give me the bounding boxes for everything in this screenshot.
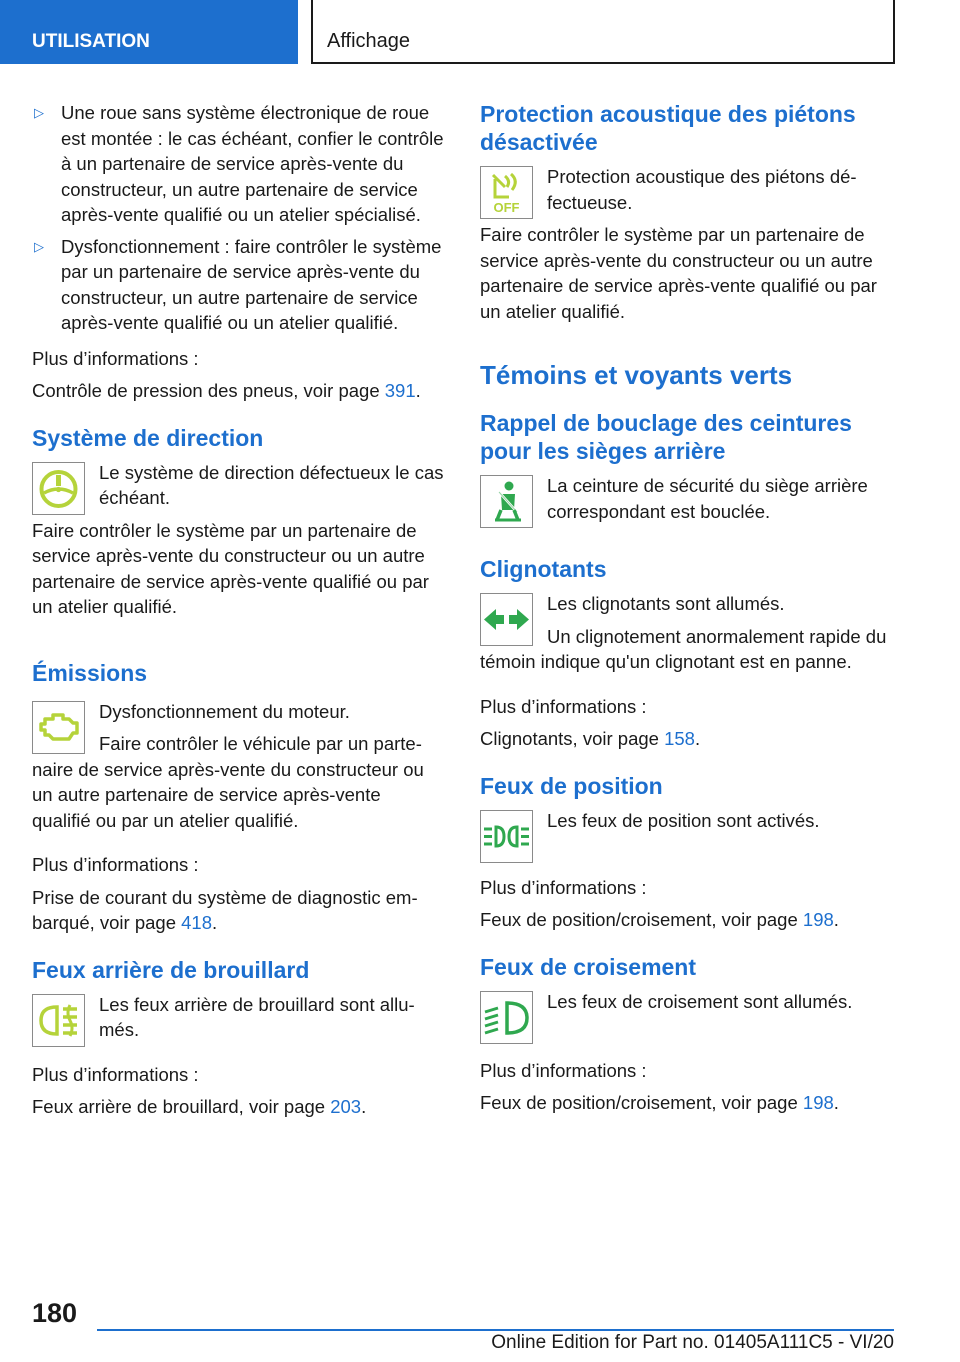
paragraph: Un clignotement anormalement rapide du témoin indique qu'un clignotant est en panne. <box>480 625 887 672</box>
cross-reference-end: . <box>212 912 218 933</box>
rear-seatbelt-icon <box>480 475 533 528</box>
paragraph: Faire contrôler le système par un partenaire de service après-vente du constructeur ou un autre partenaire de service après-vente qualifié ou par un atelier qualifié. <box>480 224 877 322</box>
cross-reference <box>480 1090 892 1116</box>
section-tab: UTILISATION <box>0 0 298 64</box>
cross-reference-end: . <box>833 1092 839 1113</box>
cross-reference <box>32 885 444 936</box>
left-column <box>32 100 444 1127</box>
more-info-label: Plus d’informations : <box>480 1059 647 1081</box>
steering-warning-icon <box>32 462 85 515</box>
paragraph: Les feux arrière de brouillard sont allumés. <box>99 993 415 1040</box>
cross-reference-end: . <box>415 380 421 401</box>
more-info-label: Plus d’informations : <box>480 876 647 898</box>
cross-reference <box>32 378 444 404</box>
turn-signal-heading: Clignotants <box>480 556 607 582</box>
emissions-heading: Émissions <box>32 659 148 686</box>
paragraph: Protection acoustique des piétons défectueuse. <box>547 166 857 213</box>
cross-reference-end: . <box>833 909 839 930</box>
page-link[interactable]: 391 <box>384 380 416 401</box>
paragraph: Les clignotants sont allumés. <box>547 593 785 614</box>
steering-heading: Système de direction <box>32 424 264 451</box>
low-beam-heading: Feux de croisement <box>480 953 697 980</box>
rear-fog-block <box>32 992 444 1050</box>
green-indicators-heading: Témoins et voyants verts <box>480 360 793 390</box>
turn-signal-icon <box>480 593 533 646</box>
right-column <box>480 100 892 1123</box>
paragraph: Faire contrôler le véhicule par un partenaire de service après-vente du constructeur ou un autre partenaire de service après-vente qualifié ou par un atelier qualifié. <box>32 733 424 831</box>
page-number: 180 <box>32 1298 78 1328</box>
cross-reference <box>480 907 892 933</box>
bullet-text: Dysfonctionnement : faire contrôler le système par un partenaire de service après-vente du constructeur, un autre partenaire de service après-vente qualifié ou un atelier qualifié. <box>61 235 442 333</box>
more-info-label: Plus d’informations : <box>32 347 199 369</box>
steering-block <box>32 460 444 627</box>
low-beam-icon <box>480 991 533 1044</box>
page-link[interactable]: 158 <box>664 728 695 749</box>
paragraph: Faire contrôler le système par un partenaire de service après-vente du constructeur ou un autre partenaire de service après-vente qualifié ou par un atelier qualifié. <box>32 519 429 617</box>
paragraph: Dysfonctionnement du moteur. <box>99 700 350 722</box>
paragraph: Les feux de position sont activés. <box>547 809 820 831</box>
rear-fog-light-icon <box>32 994 85 1047</box>
belt-heading: Rappel de bouclage des ceintures pour les sièges arrière <box>480 410 852 464</box>
triangle-bullet-icon: ▷ <box>34 238 44 254</box>
page-link[interactable]: 203 <box>330 1096 362 1117</box>
chapter-title: Affichage <box>311 0 895 64</box>
paragraph: La ceinture de sécurité du siège arrière correspondant est bouclée. <box>547 475 868 522</box>
paragraph: Les feux de croisement sont allumés. <box>547 990 853 1012</box>
bullet-text: Une roue sans système électronique de roue est montée : le cas échéant, confier le contrôle à un partenaire de service après-vente du constructeur, un autre partenaire de service après-vente qualifié ou un atelier spécialisé. <box>61 102 444 225</box>
off-label: OFF <box>493 200 520 215</box>
page-link[interactable]: 418 <box>181 912 213 933</box>
more-info-label: Plus d’informations : <box>32 854 199 875</box>
more-info-label: Plus d’informations : <box>32 1063 199 1085</box>
cross-reference <box>480 726 892 752</box>
low-beam-block <box>480 989 892 1046</box>
position-light-heading: Feux de position <box>480 772 663 799</box>
turn-signal-block <box>480 591 892 682</box>
parking-light-icon <box>480 810 533 863</box>
pedestrian-heading: Protection acoustique des piétons désactivée <box>480 101 856 155</box>
cross-reference-text: Feux de position/croisement, voir page <box>480 909 803 930</box>
more-info-label: Plus d’informations : <box>480 695 647 717</box>
footer-divider <box>97 1329 894 1331</box>
cross-reference-text: Prise de courant du système de diagnostic embarqué, voir page <box>32 886 418 933</box>
emissions-block <box>32 699 444 841</box>
engine-check-icon <box>32 701 85 754</box>
bullet-item <box>32 234 444 336</box>
cross-reference-end: . <box>694 728 701 749</box>
cross-reference-text: Clignotants, voir page <box>480 728 665 749</box>
cross-reference-text: Contrôle de pression des pneus, voir page <box>32 380 385 401</box>
cross-reference-end: . <box>361 1096 367 1117</box>
rear-fog-heading: Feux arrière de brouillard <box>32 956 310 983</box>
triangle-bullet-icon: ▷ <box>34 105 44 120</box>
page-link[interactable]: 198 <box>802 909 834 930</box>
paragraph: Le système de direction défectueux le cas échéant. <box>99 461 444 508</box>
pedestrian-block <box>480 164 892 331</box>
belt-block <box>480 473 892 531</box>
cross-reference-text: Feux arrière de brouillard, voir page <box>32 1096 331 1117</box>
bullet-item <box>32 100 444 228</box>
pedestrian-sound-off-icon <box>480 166 533 219</box>
cross-reference <box>32 1094 444 1120</box>
cross-reference-text: Feux de position/croisement, voir page <box>480 1092 803 1113</box>
page-link[interactable]: 198 <box>802 1092 834 1113</box>
position-light-block <box>480 808 892 865</box>
edition-footer: Online Edition for Part no. 01405A111C5 - VI/20 <box>491 1332 894 1353</box>
